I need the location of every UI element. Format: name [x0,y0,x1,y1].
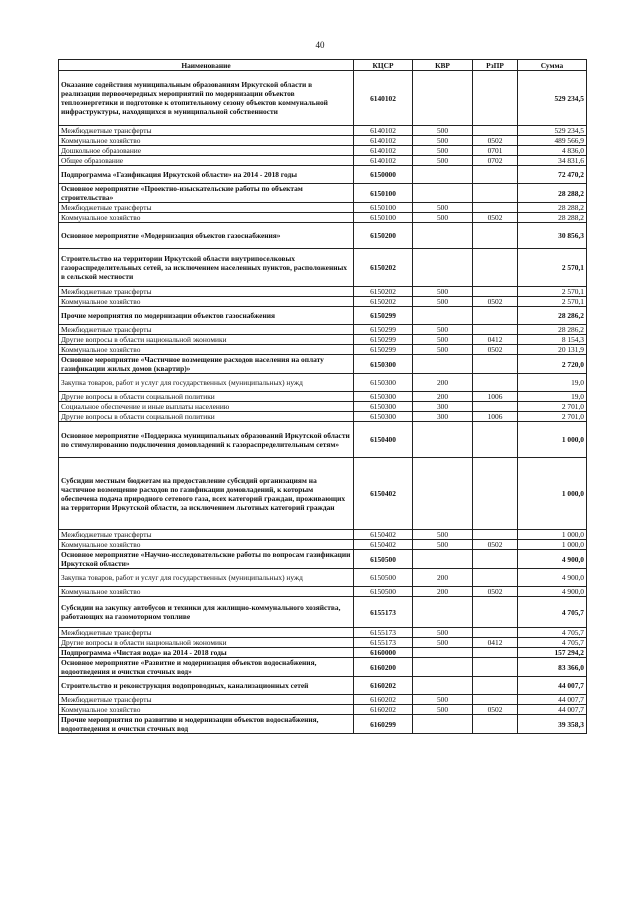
table-row [59,146,587,156]
cell-name: Межбюджетные трансферты [59,126,354,136]
cell-kcsr: 6160000 [354,648,413,658]
cell-kcsr: 6150100 [354,184,413,203]
cell-kvr: 300 [413,402,473,412]
table-row [59,345,587,355]
table-row [59,335,587,345]
cell-name: Субсидии на закупку автобусов и техники для жилищно-коммунального хозяйства, работающих на газомоторном топливе [59,597,354,628]
cell-rzpr: 0412 [473,638,518,648]
cell-rzpr: 0502 [473,213,518,223]
cell-rzpr [473,374,518,392]
cell-kvr: 300 [413,412,473,422]
cell-kvr [413,71,473,126]
cell-kvr [413,307,473,325]
table-row [59,297,587,307]
cell-sum: 28 286,2 [518,325,587,335]
cell-rzpr: 0502 [473,136,518,146]
cell-name: Подпрограмма «Чистая вода» на 2014 - 2018 годы [59,648,354,658]
cell-kvr: 200 [413,392,473,402]
cell-kcsr: 6150300 [354,402,413,412]
cell-rzpr: 1006 [473,412,518,422]
cell-rzpr: 0502 [473,540,518,550]
cell-name: Основное мероприятие «Модернизация объектов газоснабжения» [59,223,354,249]
cell-rzpr [473,550,518,569]
cell-kcsr: 6150202 [354,287,413,297]
table-row [59,628,587,638]
cell-rzpr [473,287,518,297]
cell-sum: 157 294,2 [518,648,587,658]
cell-name: Общее образование [59,156,354,166]
cell-sum: 44 007,7 [518,705,587,715]
cell-kcsr: 6155173 [354,638,413,648]
cell-kvr [413,677,473,695]
cell-sum: 20 131,9 [518,345,587,355]
cell-rzpr [473,184,518,203]
cell-kvr: 200 [413,587,473,597]
cell-kcsr: 6150202 [354,249,413,287]
table-row [59,412,587,422]
cell-kcsr: 6150300 [354,374,413,392]
cell-sum: 8 154,3 [518,335,587,345]
cell-sum: 1 000,0 [518,540,587,550]
cell-kcsr: 6150300 [354,392,413,402]
cell-kcsr: 6150299 [354,325,413,335]
cell-kvr: 500 [413,325,473,335]
cell-kvr [413,184,473,203]
cell-name: Коммунальное хозяйство [59,540,354,550]
cell-rzpr [473,355,518,374]
table-row [59,307,587,325]
cell-name: Другие вопросы в области социальной политики [59,392,354,402]
cell-kcsr: 6150299 [354,345,413,355]
cell-kcsr: 6150300 [354,355,413,374]
cell-rzpr [473,325,518,335]
cell-kvr [413,223,473,249]
cell-name: Межбюджетные трансферты [59,203,354,213]
cell-rzpr [473,126,518,136]
cell-name: Другие вопросы в области социальной политики [59,412,354,422]
table-row [59,648,587,658]
cell-kvr: 500 [413,126,473,136]
cell-kvr [413,422,473,458]
cell-kvr: 500 [413,213,473,223]
table-row [59,355,587,374]
cell-sum: 4 705,7 [518,628,587,638]
table-row [59,530,587,540]
table-row [59,658,587,677]
cell-kvr: 500 [413,156,473,166]
cell-rzpr [473,530,518,540]
cell-kcsr: 6150300 [354,412,413,422]
cell-name: Субсидии местным бюджетам на предоставление субсидий организациям на частичное возмещение расходов по газификации домовладений, к которым обеспечена подача природного сетевого газа, всех категорий граждан, проживающих на территории Иркутской области, за исключением льготных категорий граждан [59,458,354,530]
cell-kvr: 500 [413,530,473,540]
cell-sum: 28 288,2 [518,184,587,203]
cell-kcsr: 6160200 [354,658,413,677]
cell-sum: 2 701,0 [518,402,587,412]
header-kcsr: КЦСР [354,60,413,71]
cell-name: Коммунальное хозяйство [59,345,354,355]
cell-rzpr [473,658,518,677]
cell-name: Коммунальное хозяйство [59,297,354,307]
table-row [59,458,587,530]
cell-sum: 4 705,7 [518,597,587,628]
cell-name: Основное мероприятие «Научно-исследовательские работы по вопросам газификации Иркутской области» [59,550,354,569]
cell-name: Межбюджетные трансферты [59,287,354,297]
cell-kcsr: 6150100 [354,203,413,213]
cell-sum: 1 000,0 [518,458,587,530]
cell-kcsr: 6150400 [354,422,413,458]
cell-name: Другие вопросы в области национальной экономики [59,638,354,648]
cell-rzpr [473,677,518,695]
table-row [59,587,587,597]
cell-sum: 44 007,7 [518,695,587,705]
cell-name: Подпрограмма «Газификация Иркутской области» на 2014 - 2018 годы [59,166,354,184]
cell-name: Закупка товаров, работ и услуг для государственных (муниципальных) нужд [59,374,354,392]
page-number: 40 [315,40,325,50]
cell-kvr: 500 [413,540,473,550]
cell-sum: 489 566,9 [518,136,587,146]
table-row [59,597,587,628]
cell-rzpr [473,715,518,734]
cell-kcsr: 6150000 [354,166,413,184]
cell-rzpr [473,166,518,184]
cell-sum: 1 000,0 [518,530,587,540]
cell-rzpr [473,307,518,325]
cell-kcsr: 6150402 [354,458,413,530]
table-row [59,223,587,249]
cell-rzpr: 0701 [473,146,518,156]
cell-name: Коммунальное хозяйство [59,705,354,715]
cell-name: Коммунальное хозяйство [59,213,354,223]
cell-name: Основное мероприятие «Частичное возмещение расходов населения на оплату газификации жилых домов (квартир)» [59,355,354,374]
table-row [59,374,587,392]
cell-kcsr: 6140102 [354,156,413,166]
table-row [59,695,587,705]
cell-rzpr [473,569,518,587]
cell-sum: 30 856,3 [518,223,587,249]
cell-kvr [413,458,473,530]
cell-name: Строительство на территории Иркутской области внутрипоселковых газораспределительных сетей, за исключением населенных пунктов, расположенных в сельской местности [59,249,354,287]
cell-sum: 4 900,0 [518,587,587,597]
table-row [59,677,587,695]
cell-sum: 19,0 [518,392,587,402]
table-row [59,325,587,335]
cell-kcsr: 6160202 [354,695,413,705]
cell-kcsr: 6160202 [354,705,413,715]
cell-rzpr [473,71,518,126]
cell-name: Межбюджетные трансферты [59,628,354,638]
budget-table [58,59,587,734]
cell-kcsr: 6150202 [354,297,413,307]
cell-sum: 4 705,7 [518,638,587,648]
cell-name: Межбюджетные трансферты [59,530,354,540]
table-row [59,287,587,297]
table-row [59,249,587,287]
header-kvr: КВР [413,60,473,71]
table-row [59,71,587,126]
table-row [59,156,587,166]
cell-kcsr: 6150200 [354,223,413,249]
cell-kcsr: 6160299 [354,715,413,734]
cell-kcsr: 6150500 [354,550,413,569]
cell-sum: 529 234,5 [518,71,587,126]
cell-kvr [413,550,473,569]
cell-kvr [413,648,473,658]
cell-name: Основное мероприятие «Проектно-изыскательские работы по объектам строительства» [59,184,354,203]
table-row [59,213,587,223]
cell-sum: 44 007,7 [518,677,587,695]
cell-name: Строительство и реконструкция водопроводных, канализационных сетей [59,677,354,695]
cell-kcsr: 6150100 [354,213,413,223]
table-row [59,422,587,458]
cell-kvr [413,597,473,628]
cell-name: Основное мероприятие «Развитие и модернизация объектов водоснабжения, водоотведения и очистки сточных вод» [59,658,354,677]
cell-kvr [413,166,473,184]
cell-rzpr: 0502 [473,345,518,355]
cell-kvr: 500 [413,136,473,146]
cell-kcsr: 6140102 [354,71,413,126]
cell-rzpr [473,648,518,658]
cell-kcsr: 6155173 [354,597,413,628]
cell-rzpr [473,422,518,458]
cell-kvr: 500 [413,287,473,297]
table-row [59,569,587,587]
table-row [59,126,587,136]
cell-name: Прочие мероприятия по развитию и модернизации объектов водоснабжения, водоотведения и очистки сточных вод [59,715,354,734]
cell-rzpr: 0502 [473,297,518,307]
cell-name: Оказание содействия муниципальным образованиям Иркутской области в реализации первоочередных мероприятий по модернизации объектов теплоэнергетики и подготовке к отопительному сезону объектов коммунальной инфраструктуры, находящихся в муниципальной собственности [59,71,354,126]
cell-rzpr [473,695,518,705]
header-name: Наименование [59,60,354,71]
table-row [59,203,587,213]
cell-name: Коммунальное хозяйство [59,587,354,597]
cell-kcsr: 6155173 [354,628,413,638]
cell-name: Закупка товаров, работ и услуг для государственных (муниципальных) нужд [59,569,354,587]
cell-sum: 1 000,0 [518,422,587,458]
cell-sum: 34 831,6 [518,156,587,166]
cell-kvr: 500 [413,345,473,355]
cell-kvr: 200 [413,569,473,587]
cell-rzpr: 0502 [473,705,518,715]
cell-kcsr: 6160202 [354,677,413,695]
table-row [59,540,587,550]
cell-name: Социальное обеспечение и иные выплаты населению [59,402,354,412]
cell-kvr: 200 [413,374,473,392]
cell-rzpr [473,203,518,213]
cell-rzpr: 0502 [473,587,518,597]
cell-rzpr [473,249,518,287]
cell-kvr [413,715,473,734]
table-header-row [59,60,587,71]
table-row [59,705,587,715]
cell-kcsr: 6150500 [354,569,413,587]
cell-sum: 39 358,3 [518,715,587,734]
table-row [59,638,587,648]
cell-kcsr: 6150299 [354,307,413,325]
cell-rzpr [473,402,518,412]
cell-kvr: 500 [413,203,473,213]
cell-name: Другие вопросы в области национальной экономики [59,335,354,345]
cell-rzpr: 1006 [473,392,518,402]
cell-kvr: 500 [413,146,473,156]
cell-kcsr: 6140102 [354,136,413,146]
cell-sum: 19,0 [518,374,587,392]
cell-kvr: 500 [413,638,473,648]
cell-sum: 4 836,0 [518,146,587,156]
cell-kcsr: 6140102 [354,126,413,136]
cell-kcsr: 6150402 [354,530,413,540]
cell-sum: 529 234,5 [518,126,587,136]
cell-kvr: 500 [413,705,473,715]
header-sum: Сумма [518,60,587,71]
table-body [59,71,587,734]
cell-kcsr: 6150299 [354,335,413,345]
cell-kvr: 500 [413,628,473,638]
cell-sum: 28 288,2 [518,203,587,213]
cell-rzpr [473,597,518,628]
cell-kcsr: 6150500 [354,587,413,597]
cell-name: Коммунальное хозяйство [59,136,354,146]
cell-kcsr: 6150402 [354,540,413,550]
cell-kvr [413,249,473,287]
table-row [59,136,587,146]
cell-rzpr: 0412 [473,335,518,345]
table-row [59,166,587,184]
cell-sum: 4 900,0 [518,569,587,587]
cell-sum: 2 570,1 [518,297,587,307]
table-row [59,550,587,569]
cell-rzpr: 0702 [473,156,518,166]
cell-sum: 2 701,0 [518,412,587,422]
cell-sum: 72 470,2 [518,166,587,184]
table-row [59,715,587,734]
table-row [59,184,587,203]
cell-name: Межбюджетные трансферты [59,695,354,705]
cell-rzpr [473,458,518,530]
cell-kvr: 500 [413,335,473,345]
cell-sum: 83 366,0 [518,658,587,677]
header-rzpr: РзПР [473,60,518,71]
cell-rzpr [473,223,518,249]
cell-name: Прочие мероприятия по модернизации объектов газоснабжения [59,307,354,325]
cell-sum: 4 900,0 [518,550,587,569]
cell-sum: 28 286,2 [518,307,587,325]
table-row [59,392,587,402]
cell-kvr [413,658,473,677]
cell-sum: 2 720,0 [518,355,587,374]
table-row [59,402,587,412]
cell-name: Основное мероприятие «Поддержка муниципальных образований Иркутской области по стимулированию подключения домовладений к газораспределительным сетям» [59,422,354,458]
cell-name: Дошкольное образование [59,146,354,156]
cell-kvr: 500 [413,297,473,307]
cell-name: Межбюджетные трансферты [59,325,354,335]
cell-sum: 28 288,2 [518,213,587,223]
cell-rzpr [473,628,518,638]
cell-kcsr: 6140102 [354,146,413,156]
cell-sum: 2 570,1 [518,249,587,287]
cell-kvr [413,355,473,374]
cell-kvr: 500 [413,695,473,705]
cell-sum: 2 570,1 [518,287,587,297]
